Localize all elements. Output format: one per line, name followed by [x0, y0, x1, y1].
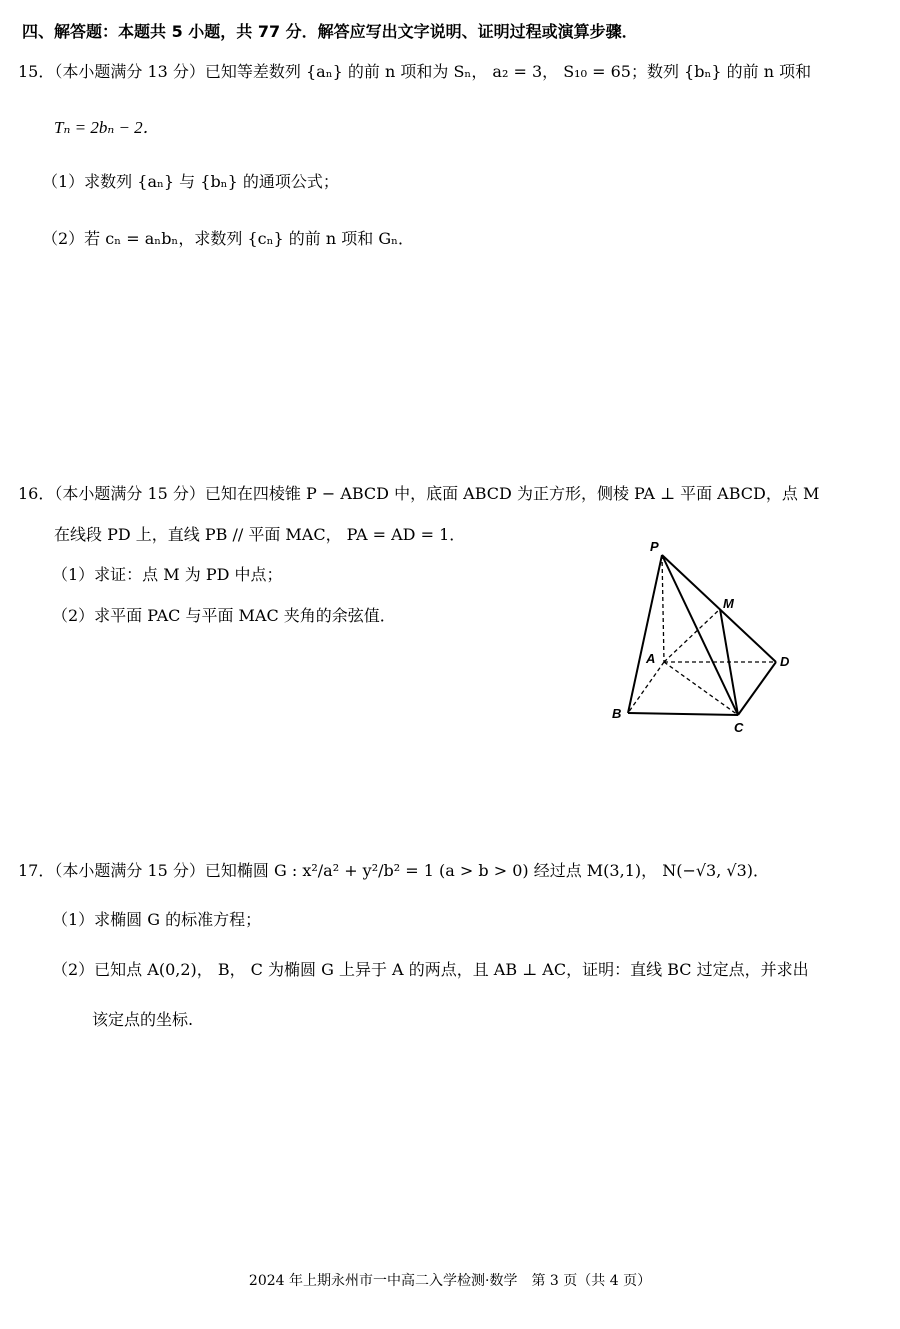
edge-PB: [628, 555, 662, 713]
q16-part1: （1）求证：点 M 为 PD 中点；: [52, 565, 283, 584]
edge-PC: [662, 555, 738, 715]
label-B: B: [612, 706, 622, 721]
edge-CD: [738, 662, 776, 715]
label-C: C: [734, 720, 744, 735]
edge-PA: [662, 555, 664, 662]
pyramid-figure: [600, 535, 810, 735]
q15-part1: （1）求数列 {aₙ} 与 {bₙ} 的通项公式；: [42, 172, 339, 191]
label-P: P: [650, 539, 659, 554]
q17-part1: （1）求椭圆 G 的标准方程；: [52, 910, 262, 929]
q16-part2: （2）求平面 PAC 与平面 MAC 夹角的余弦值．: [52, 606, 396, 625]
label-D: D: [780, 654, 790, 669]
label-M: M: [723, 596, 734, 611]
q15-stem-line2: Tₙ = 2bₙ − 2．: [54, 118, 160, 137]
page-footer: 2024 年上期永州市一中高二入学检测·数学 第 3 页（共 4 页）: [248, 1273, 652, 1289]
section-heading: 四、解答题：本题共 5 小题，共 77 分．解答应写出文字说明、证明过程或演算步骤．: [22, 22, 638, 41]
edge-PD: [662, 555, 776, 662]
edge-BC: [628, 713, 738, 715]
q15-stem-line1: 15．（本小题满分 13 分）已知等差数列 {aₙ} 的前 n 项和为 Sₙ， a₂ = 3， S₁₀ = 65；数列 {bₙ} 的前 n 项和: [18, 62, 812, 81]
q17-stem-line1: 17．（本小题满分 15 分）已知椭圆 G : x²/a² + y²/b² = 1 (a > b > 0) 经过点 M(3,1)， N(−√3, √3)．: [18, 861, 770, 880]
q16-stem-line2: 在线段 PD 上，直线 PB // 平面 MAC， PA = AD = 1．: [54, 525, 466, 544]
q17-part2-line2: 该定点的坐标.: [92, 1010, 194, 1029]
diagonal-AC: [664, 662, 738, 715]
q17-part2-line1: （2）已知点 A(0,2)， B， C 为椭圆 G 上异于 A 的两点，且 AB ⊥ AC，证明：直线 BC 过定点，并求出: [52, 960, 809, 979]
q15-part2: （2）若 cₙ = aₙbₙ，求数列 {cₙ} 的前 n 项和 Gₙ．: [42, 229, 415, 248]
q16-stem-line1: 16．（本小题满分 15 分）已知在四棱锥 P − ABCD 中，底面 ABCD 为正方形，侧棱 PA ⊥ 平面 ABCD，点 M: [18, 484, 820, 503]
label-A: A: [646, 651, 656, 666]
